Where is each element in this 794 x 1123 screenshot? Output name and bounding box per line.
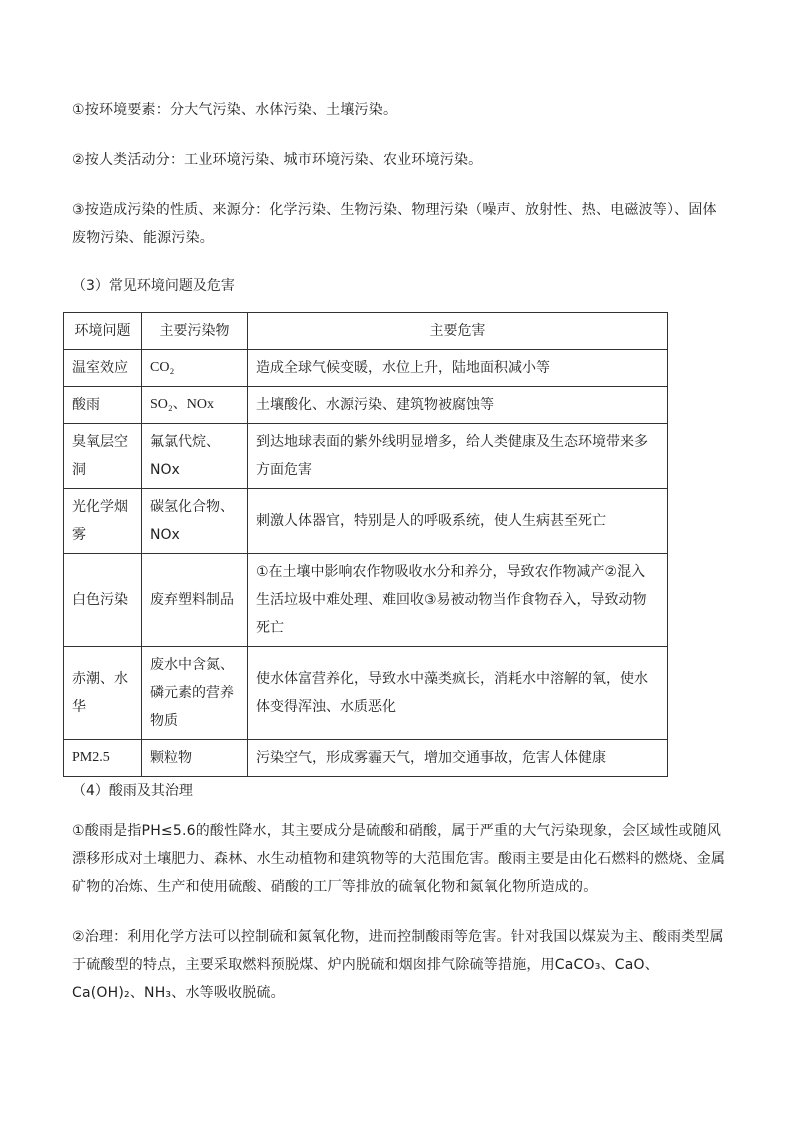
pollutant-cell: 废水中含氮、磷元素的营养物质 — [142, 647, 248, 740]
harm-cell: 污染空气，形成雾霾天气，增加交通事故，危害人体健康 — [248, 740, 668, 777]
classification-by-element: ①按环境要素：分大气污染、水体污染、土壤污染。 — [72, 102, 398, 118]
header-harm: 主要危害 — [248, 313, 668, 350]
section-4-heading: （4）酸雨及其治理 — [72, 783, 193, 799]
table-row — [64, 647, 668, 740]
issue-cell: 赤潮、水华 — [64, 647, 142, 740]
acid-rain-definition: ①酸雨是指PH≤5.6的酸性降水，其主要成分是硫酸和硝酸，属于严重的大气污染现象，会区域性或随风漂移形成对土壤肥力、森林、水生动植物和建筑物等的大范围危害。酸雨主要是由化石燃料的燃烧、金属矿物的冶炼、生产和使用硫酸、硝酸的工厂等排放的硫氧化物和氮氧化物所造成的。 — [72, 823, 726, 895]
issue-cell: PM2.5 — [64, 740, 142, 777]
section-3-heading: （3）常见环境问题及危害 — [72, 278, 235, 294]
harm-cell: 使水体富营养化，导致水中藻类疯长，消耗水中溶解的氧，使水体变得浑浊、水质恶化 — [248, 647, 668, 740]
pollutant-cell: 碳氢化合物、NOx — [142, 489, 248, 554]
document-page — [72, 96, 727, 1029]
table-header-row — [64, 313, 668, 350]
table-row — [64, 554, 668, 647]
classification-by-nature: ③按造成污染的性质、来源分：化学污染、生物污染、物理污染（噪声、放射性、热、电磁波等）、固体废物污染、能源污染。 — [72, 202, 717, 246]
pollutant-cell: 废弃塑料制品 — [142, 554, 248, 647]
pollutant-cell: 颗粒物 — [142, 740, 248, 777]
table-row — [64, 350, 668, 387]
harm-cell: ①在土壤中影响农作物吸收水分和养分，导致农作物减产②混入生活垃圾中难处理、难回收③易被动物当作食物吞入，导致动物死亡 — [248, 554, 668, 647]
pollutant-cell: SO₂、NOx — [142, 387, 248, 424]
acid-rain-treatment: ②治理：利用化学方法可以控制硫和氮氧化物，进而控制酸雨等危害。针对我国以煤炭为主、酸雨类型属于硫酸型的特点，主要采取燃料预脱煤、炉内脱硫和烟囱排气除硫等措施，用CaCO₃、CaO、Ca(OH)₂、NH₃、水等吸收脱硫。 — [72, 929, 724, 1001]
pollutant-cell: 氟氯代烷、NOx — [142, 424, 248, 489]
harm-cell: 造成全球气候变暖，水位上升，陆地面积减小等 — [248, 350, 668, 387]
table-row — [64, 424, 668, 489]
table-row — [64, 387, 668, 424]
classification-by-activity: ②按人类活动分：工业环境污染、城市环境污染、农业环境污染。 — [72, 152, 483, 168]
header-issue: 环境问题 — [64, 313, 142, 350]
issue-cell: 温室效应 — [64, 350, 142, 387]
header-pollutant: 主要污染物 — [142, 313, 248, 350]
table-row — [64, 489, 668, 554]
issue-cell: 白色污染 — [64, 554, 142, 647]
issue-cell: 酸雨 — [64, 387, 142, 424]
environmental-issues-table — [63, 312, 668, 777]
issue-cell: 臭氧层空洞 — [64, 424, 142, 489]
table-row — [64, 740, 668, 777]
issue-cell: 光化学烟雾 — [64, 489, 142, 554]
harm-cell: 土壤酸化、水源污染、建筑物被腐蚀等 — [248, 387, 668, 424]
harm-cell: 刺激人体器官，特别是人的呼吸系统，使人生病甚至死亡 — [248, 489, 668, 554]
harm-cell: 到达地球表面的紫外线明显增多，给人类健康及生态环境带来多方面危害 — [248, 424, 668, 489]
pollutant-cell: CO₂ — [142, 350, 248, 387]
